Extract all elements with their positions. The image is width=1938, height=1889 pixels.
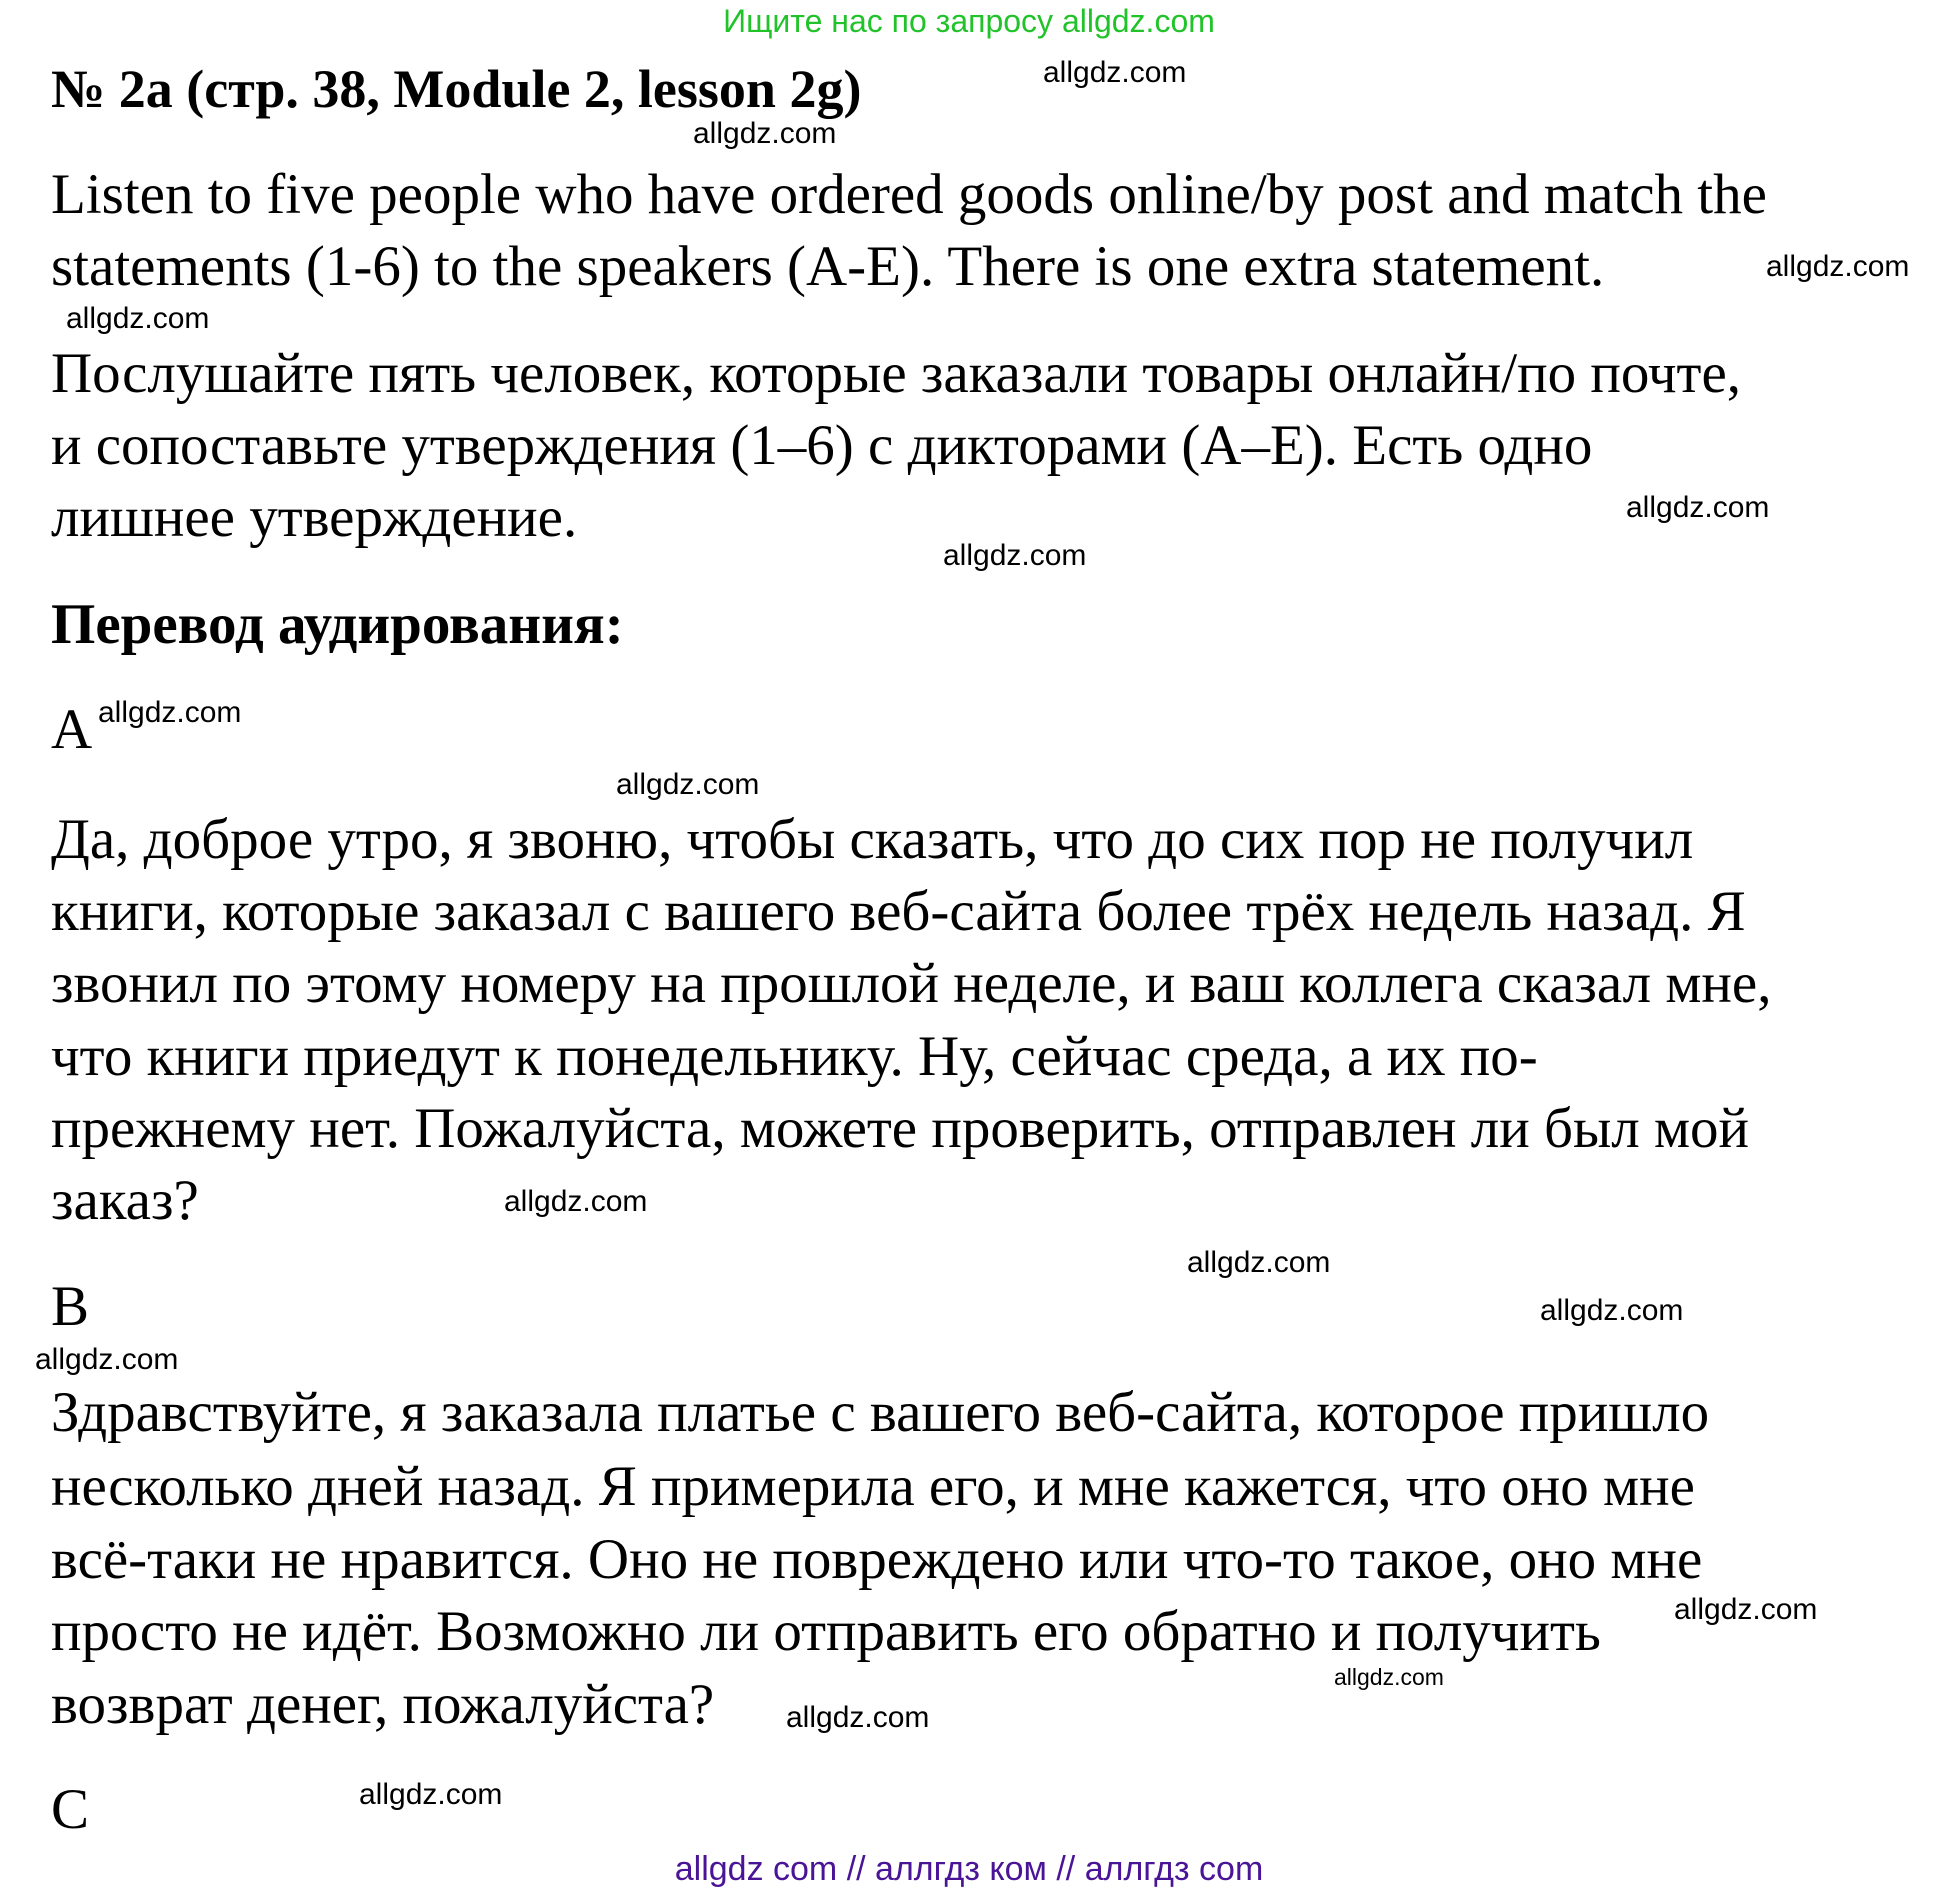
speaker-b-line: несколько дней назад. Я примерила его, и мне кажется, что оно мне xyxy=(51,1455,1695,1518)
watermark: allgdz.com xyxy=(693,117,837,150)
speaker-a-line: книги, которые заказал с вашего веб-сайта более трёх недель назад. Я xyxy=(51,880,1746,943)
task-ru-line: и сопоставьте утверждения (1–6) с дикторами (A–E). Есть одно xyxy=(51,414,1593,477)
watermark: allgdz.com xyxy=(943,539,1087,572)
task-ru-line: Послушайте пять человек, которые заказали товары онлайн/по почте, xyxy=(51,342,1742,405)
watermark: allgdz.com xyxy=(98,696,242,729)
watermark: allgdz.com xyxy=(1540,1294,1684,1327)
speaker-letter-c: C xyxy=(51,1778,90,1841)
watermark: allgdz.com xyxy=(1187,1246,1331,1279)
watermark: allgdz.com xyxy=(616,768,760,801)
page-title: № 2a (стр. 38, Module 2, lesson 2g) xyxy=(51,59,862,119)
task-en-line: Listen to five people who have ordered goods online/by post and match the xyxy=(51,163,1767,226)
watermark: allgdz.com xyxy=(1766,250,1910,283)
task-ru-line: лишнее утверждение. xyxy=(51,486,578,549)
speaker-b-line: возврат денег, пожалуйста? xyxy=(51,1673,715,1736)
watermark: allgdz.com xyxy=(1626,491,1770,524)
speaker-a-line: Да, доброе утро, я звоню, чтобы сказать, что до сих пор не получил xyxy=(51,808,1694,871)
task-en-line: statements (1-6) to the speakers (A-E). There is one extra statement. xyxy=(51,235,1605,298)
footer-links[interactable]: allgdz com // аллгдз ком // аллгдз com xyxy=(674,1850,1264,1888)
watermark: allgdz.com xyxy=(1043,56,1187,89)
speaker-letter-a: A xyxy=(51,698,93,761)
section-heading: Перевод аудирования: xyxy=(51,593,624,656)
speaker-b-line: просто не идёт. Возможно ли отправить его обратно и получить xyxy=(51,1600,1601,1663)
speaker-b-line: всё-таки не нравится. Оно не повреждено или что-то такое, оно мне xyxy=(51,1528,1703,1591)
speaker-a-line: что книги приедут к понедельнику. Ну, сейчас среда, а их по- xyxy=(51,1025,1538,1088)
watermark: allgdz.com xyxy=(504,1185,648,1218)
watermark: allgdz.com xyxy=(66,302,210,335)
watermark: allgdz.com xyxy=(1334,1664,1444,1690)
search-banner[interactable]: Ищите нас по запросу allgdz.com xyxy=(723,3,1215,39)
speaker-a-line: прежнему нет. Пожалуйста, можете проверить, отправлен ли был мой xyxy=(51,1097,1750,1160)
speaker-b-line: Здравствуйте, я заказала платье с вашего веб-сайта, которое пришло xyxy=(51,1381,1710,1444)
watermark: allgdz.com xyxy=(359,1778,503,1811)
watermark: allgdz.com xyxy=(35,1343,179,1376)
speaker-letter-b: B xyxy=(51,1275,90,1338)
speaker-a-line: заказ? xyxy=(51,1169,199,1232)
watermark: allgdz.com xyxy=(1674,1593,1818,1626)
speaker-a-line: звонил по этому номеру на прошлой неделе, и ваш коллега сказал мне, xyxy=(51,952,1772,1015)
watermark: allgdz.com xyxy=(786,1701,930,1734)
